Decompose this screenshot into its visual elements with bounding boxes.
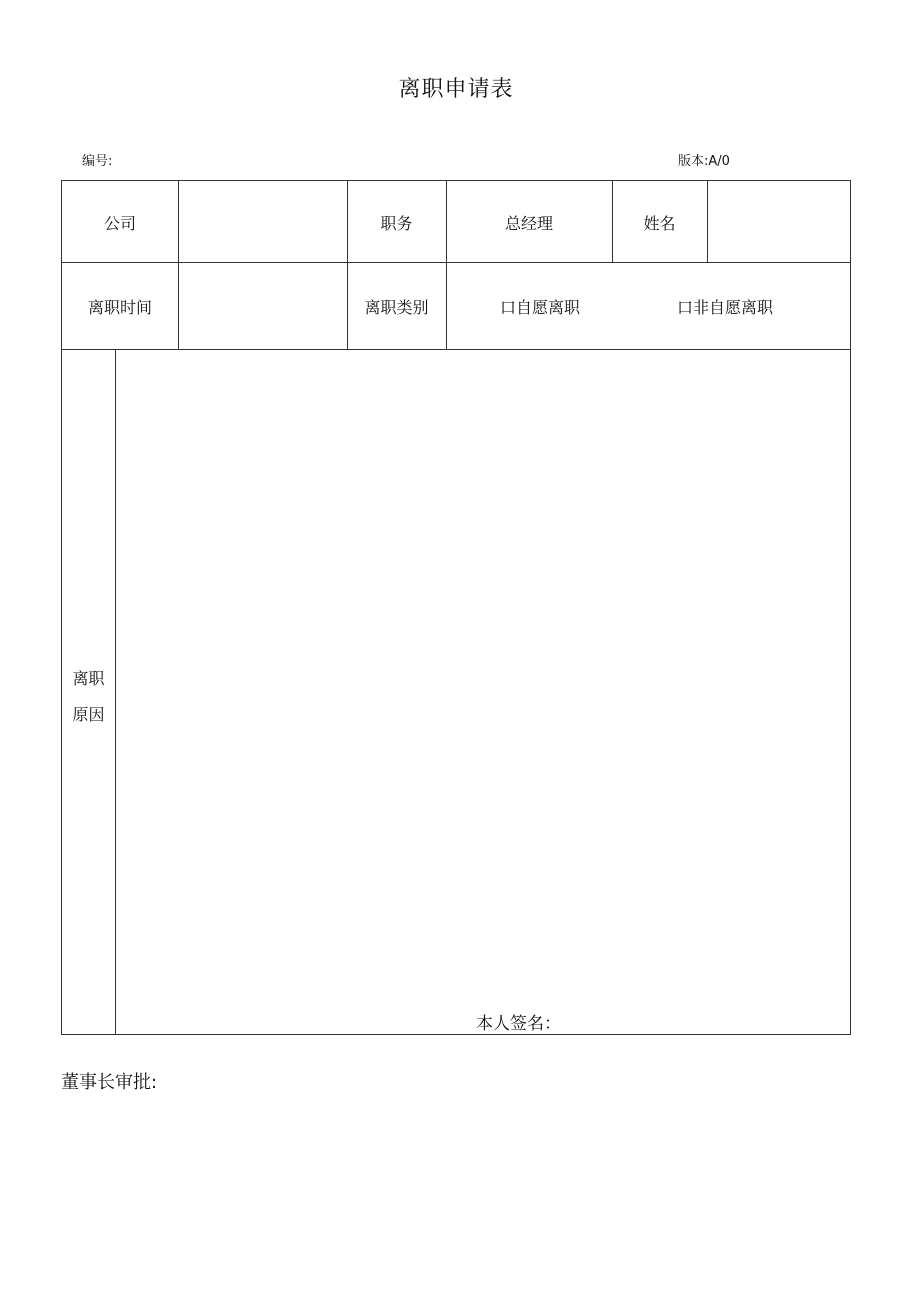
col-divider-r1-2 bbox=[347, 181, 348, 349]
form-code-label: 编号: bbox=[82, 154, 113, 169]
company-label: 公司 bbox=[103, 214, 136, 233]
form-version-label: 版本:A/0 bbox=[678, 154, 730, 169]
row-divider-1 bbox=[62, 262, 850, 263]
position-value[interactable]: 总经理 bbox=[504, 214, 553, 233]
resign-time-label: 离职时间 bbox=[87, 298, 152, 317]
signature-label: 本人签名： bbox=[476, 1014, 561, 1034]
name-label: 姓名 bbox=[643, 214, 676, 233]
reason-content[interactable] bbox=[116, 350, 850, 1000]
resign-type-label: 离职类别 bbox=[364, 298, 429, 317]
reason-label bbox=[62, 661, 115, 733]
voluntary-option[interactable]: 口自愿离职 bbox=[500, 298, 581, 317]
involuntary-option[interactable]: 口非自愿离职 bbox=[677, 298, 774, 317]
col-divider-r1-5 bbox=[707, 181, 708, 262]
page-title: 离职申请表 bbox=[398, 77, 514, 102]
position-label: 职务 bbox=[380, 214, 413, 233]
resignation-form-table bbox=[61, 180, 851, 1035]
chairman-approval-label: 董事长审批: bbox=[61, 1072, 158, 1093]
col-divider-r1-3 bbox=[446, 181, 447, 349]
col-divider-r1-1 bbox=[178, 181, 179, 349]
reason-label-line1: 离职 bbox=[72, 669, 105, 688]
reason-label-line2: 原因 bbox=[72, 705, 105, 724]
